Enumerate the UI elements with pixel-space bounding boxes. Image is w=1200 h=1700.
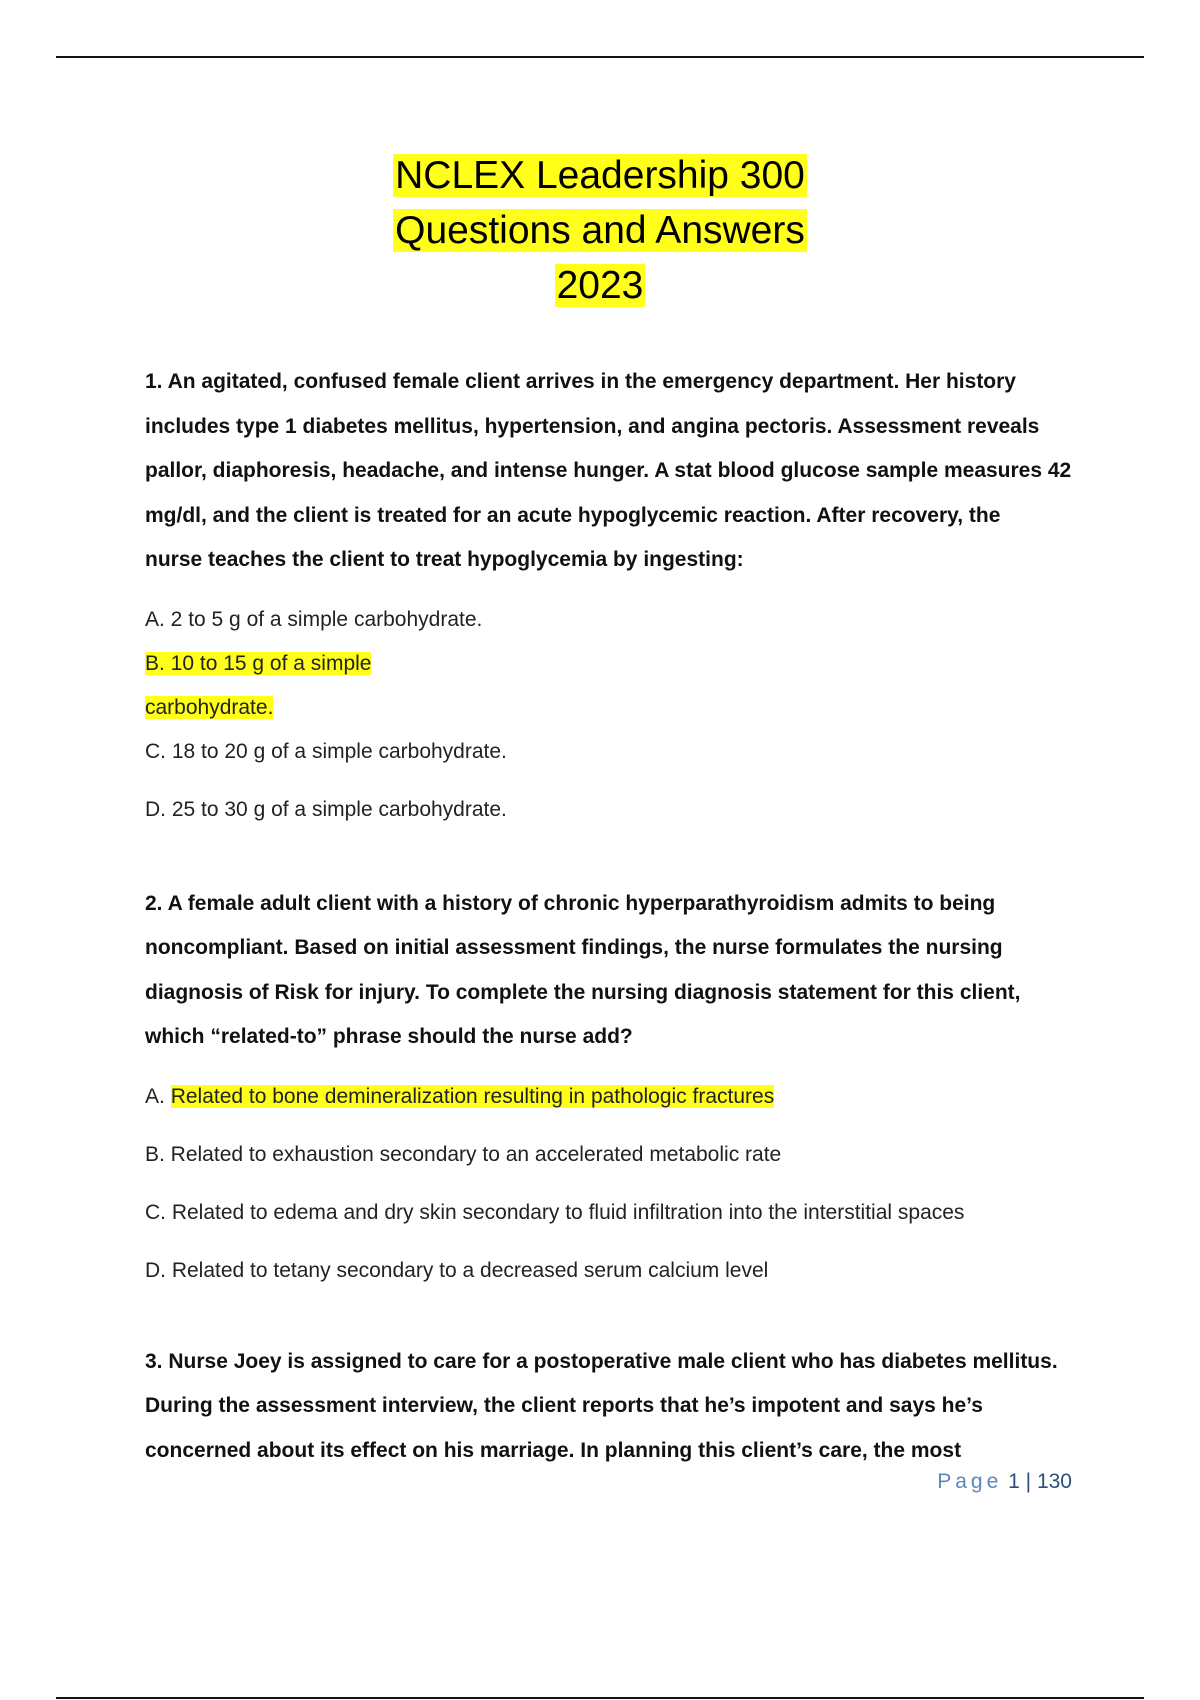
- title-line-2-text: Questions and Answers: [395, 209, 805, 252]
- question-3: [145, 1340, 1080, 1474]
- question-1-option-c: C. 18 to 20 g of a simple carbohydrate.: [145, 739, 507, 763]
- page-label: Page: [937, 1470, 1003, 1493]
- title-line-1: [0, 148, 1200, 203]
- question-2-stem-line: 2. A female adult client with a history of chronic hyperparathyroidism admits to being: [145, 891, 996, 915]
- question-1-option-b-cont: [145, 686, 1080, 730]
- title-line-3-text: 2023: [556, 264, 644, 307]
- question-2-stem-line: diagnosis of Risk for injury. To complete the nursing diagnosis statement for this client,: [145, 980, 1021, 1004]
- top-rule: [56, 56, 1144, 58]
- current-page: 1: [1008, 1470, 1020, 1493]
- question-3-stem-line: concerned about its effect on his marriage. In planning this client’s care, the most: [145, 1438, 962, 1462]
- title-line-3: [0, 258, 1200, 313]
- question-2-stem-line: which “related-to” phrase should the nurse add?: [145, 1025, 633, 1048]
- questions-content: [145, 360, 1080, 1473]
- question-1-stem-line: mg/dl, and the client is treated for an acute hypoglycemic reaction. After recovery, the: [145, 503, 1001, 527]
- page-number-footer: [937, 1470, 1072, 1494]
- question-1-option-b-line-2: carbohydrate.: [145, 695, 274, 719]
- bottom-rule: [56, 1697, 1144, 1699]
- question-1-option-b: [145, 642, 1080, 686]
- question-3-stem-line: During the assessment interview, the client reports that he’s impotent and says he’s: [145, 1394, 983, 1417]
- question-1-option-a: A. 2 to 5 g of a simple carbohydrate.: [145, 607, 483, 631]
- title-line-1-text: NCLEX Leadership 300: [395, 154, 805, 197]
- question-2-option-d: D. Related to tetany secondary to a decreased serum calcium level: [145, 1258, 769, 1282]
- page-separator: |: [1025, 1470, 1032, 1493]
- question-2-option-a-text: Related to bone demineralization resulting in pathologic fractures: [170, 1084, 775, 1108]
- document-title: [0, 148, 1200, 313]
- question-1-stem-line: includes type 1 diabetes mellitus, hypertension, and angina pectoris. Assessment reveals: [145, 414, 1040, 438]
- title-line-2: [0, 203, 1200, 258]
- question-1-stem-line: nurse teaches the client to treat hypoglycemia by ingesting:: [145, 548, 744, 571]
- question-1-stem-line: 1. An agitated, confused female client arrives in the emergency department. Her history: [145, 370, 1016, 393]
- question-1-option-d: D. 25 to 30 g of a simple carbohydrate.: [145, 797, 507, 821]
- question-2-option-a: [145, 1075, 1080, 1119]
- question-1-option-b-line-1: B. 10 to 15 g of a simple: [145, 651, 372, 675]
- question-2: [145, 882, 1080, 1293]
- question-1: [145, 360, 1080, 832]
- total-pages: 130: [1036, 1470, 1072, 1493]
- question-2-stem-line: noncompliant. Based on initial assessment findings, the nurse formulates the nursing: [145, 936, 1003, 959]
- question-2-option-b: B. Related to exhaustion secondary to an accelerated metabolic rate: [145, 1142, 782, 1166]
- question-2-option-c: C. Related to edema and dry skin secondary to fluid infiltration into the interstitial spaces: [145, 1200, 965, 1224]
- question-1-stem-line: pallor, diaphoresis, headache, and intense hunger. A stat blood glucose sample measures 42: [145, 459, 1072, 482]
- question-3-stem-line: 3. Nurse Joey is assigned to care for a postoperative male client who has diabetes mellitus.: [145, 1349, 1058, 1373]
- question-2-option-a-prefix: A.: [145, 1084, 171, 1108]
